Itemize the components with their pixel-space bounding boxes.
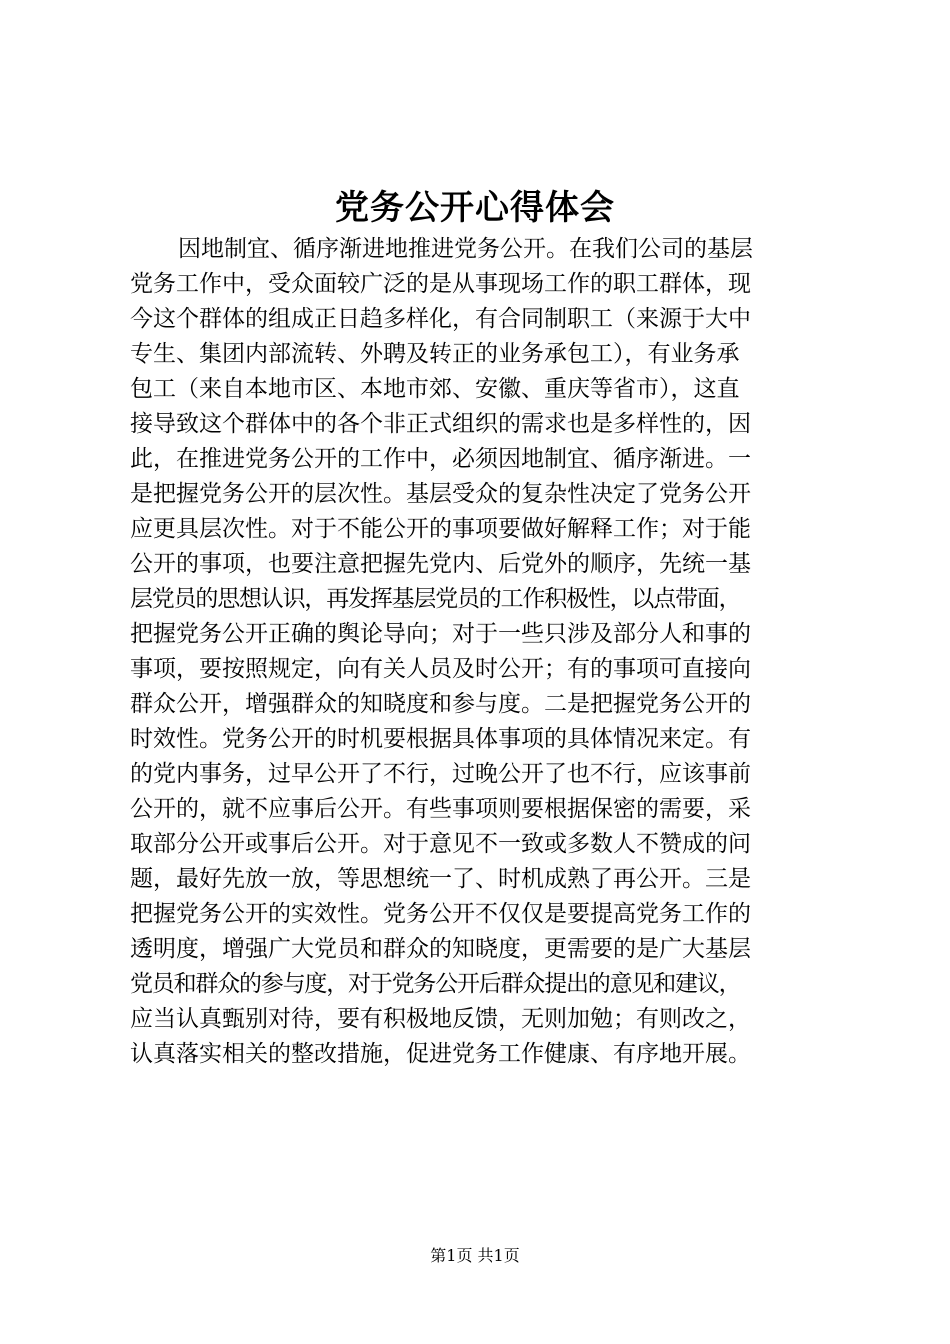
- body-line: 时效性。党务公开的时机要根据具体事项的具体情况来定。有: [130, 726, 751, 752]
- document-title: 党务公开心得体会: [335, 188, 615, 228]
- body-line: 公开的，就不应事后公开。有些事项则要根据保密的需要，采: [130, 796, 751, 822]
- body-line: 专生、集团内部流转、外聘及转正的业务承包工），有业务承: [130, 341, 740, 367]
- body-line: 接导致这个群体中的各个非正式组织的需求也是多样性的，因: [130, 411, 751, 437]
- body-line: 应当认真甄别对待，要有积极地反馈，无则加勉；有则改之，: [130, 1006, 751, 1032]
- body-line: 群众公开，增强群众的知晓度和参与度。二是把握党务公开的: [130, 691, 751, 717]
- body-line: 取部分公开或事后公开。对于意见不一致或多数人不赞成的问: [130, 831, 751, 857]
- body-line: 包工（来自本地市区、本地市郊、安徽、重庆等省市），这直: [130, 376, 740, 402]
- body-line: 是把握党务公开的层次性。基层受众的复杂性决定了党务公开: [130, 481, 751, 507]
- body-line: 认真落实相关的整改措施，促进党务工作健康、有序地开展。: [130, 1041, 751, 1067]
- body-line: 事项，要按照规定，向有关人员及时公开；有的事项可直接向: [130, 656, 751, 682]
- body-line: 党务工作中，受众面较广泛的是从事现场工作的职工群体，现: [130, 271, 751, 297]
- body-line: 把握党务公开的实效性。党务公开不仅仅是要提高党务工作的: [130, 901, 751, 927]
- document-body: [130, 232, 840, 1072]
- body-line: 层党员的思想认识，再发挥基层党员的工作积极性，以点带面，: [130, 586, 741, 612]
- body-line: 今这个群体的组成正日趋多样化，有合同制职工（来源于大中: [130, 306, 751, 332]
- body-line: 把握党务公开正确的舆论导向；对于一些只涉及部分人和事的: [130, 621, 751, 647]
- body-line: 公开的事项，也要注意把握先党内、后党外的顺序，先统一基: [130, 551, 751, 577]
- body-line: 题，最好先放一放，等思想统一了、时机成熟了再公开。三是: [130, 866, 751, 892]
- body-line: 因地制宜、循序渐进地推进党务公开。在我们公司的基层: [178, 236, 753, 262]
- body-line: 应更具层次性。对于不能公开的事项要做好解释工作；对于能: [130, 516, 751, 542]
- page-footer: 第1页 共1页: [430, 1246, 520, 1265]
- body-line: 此，在推进党务公开的工作中，必须因地制宜、循序渐进。一: [130, 446, 751, 472]
- body-line: 的党内事务，过早公开了不行，过晚公开了也不行，应该事前: [130, 761, 751, 787]
- body-line: 党员和群众的参与度，对于党务公开后群众提出的意见和建议，: [130, 971, 741, 997]
- body-line: 透明度，增强广大党员和群众的知晓度，更需要的是广大基层: [130, 936, 751, 962]
